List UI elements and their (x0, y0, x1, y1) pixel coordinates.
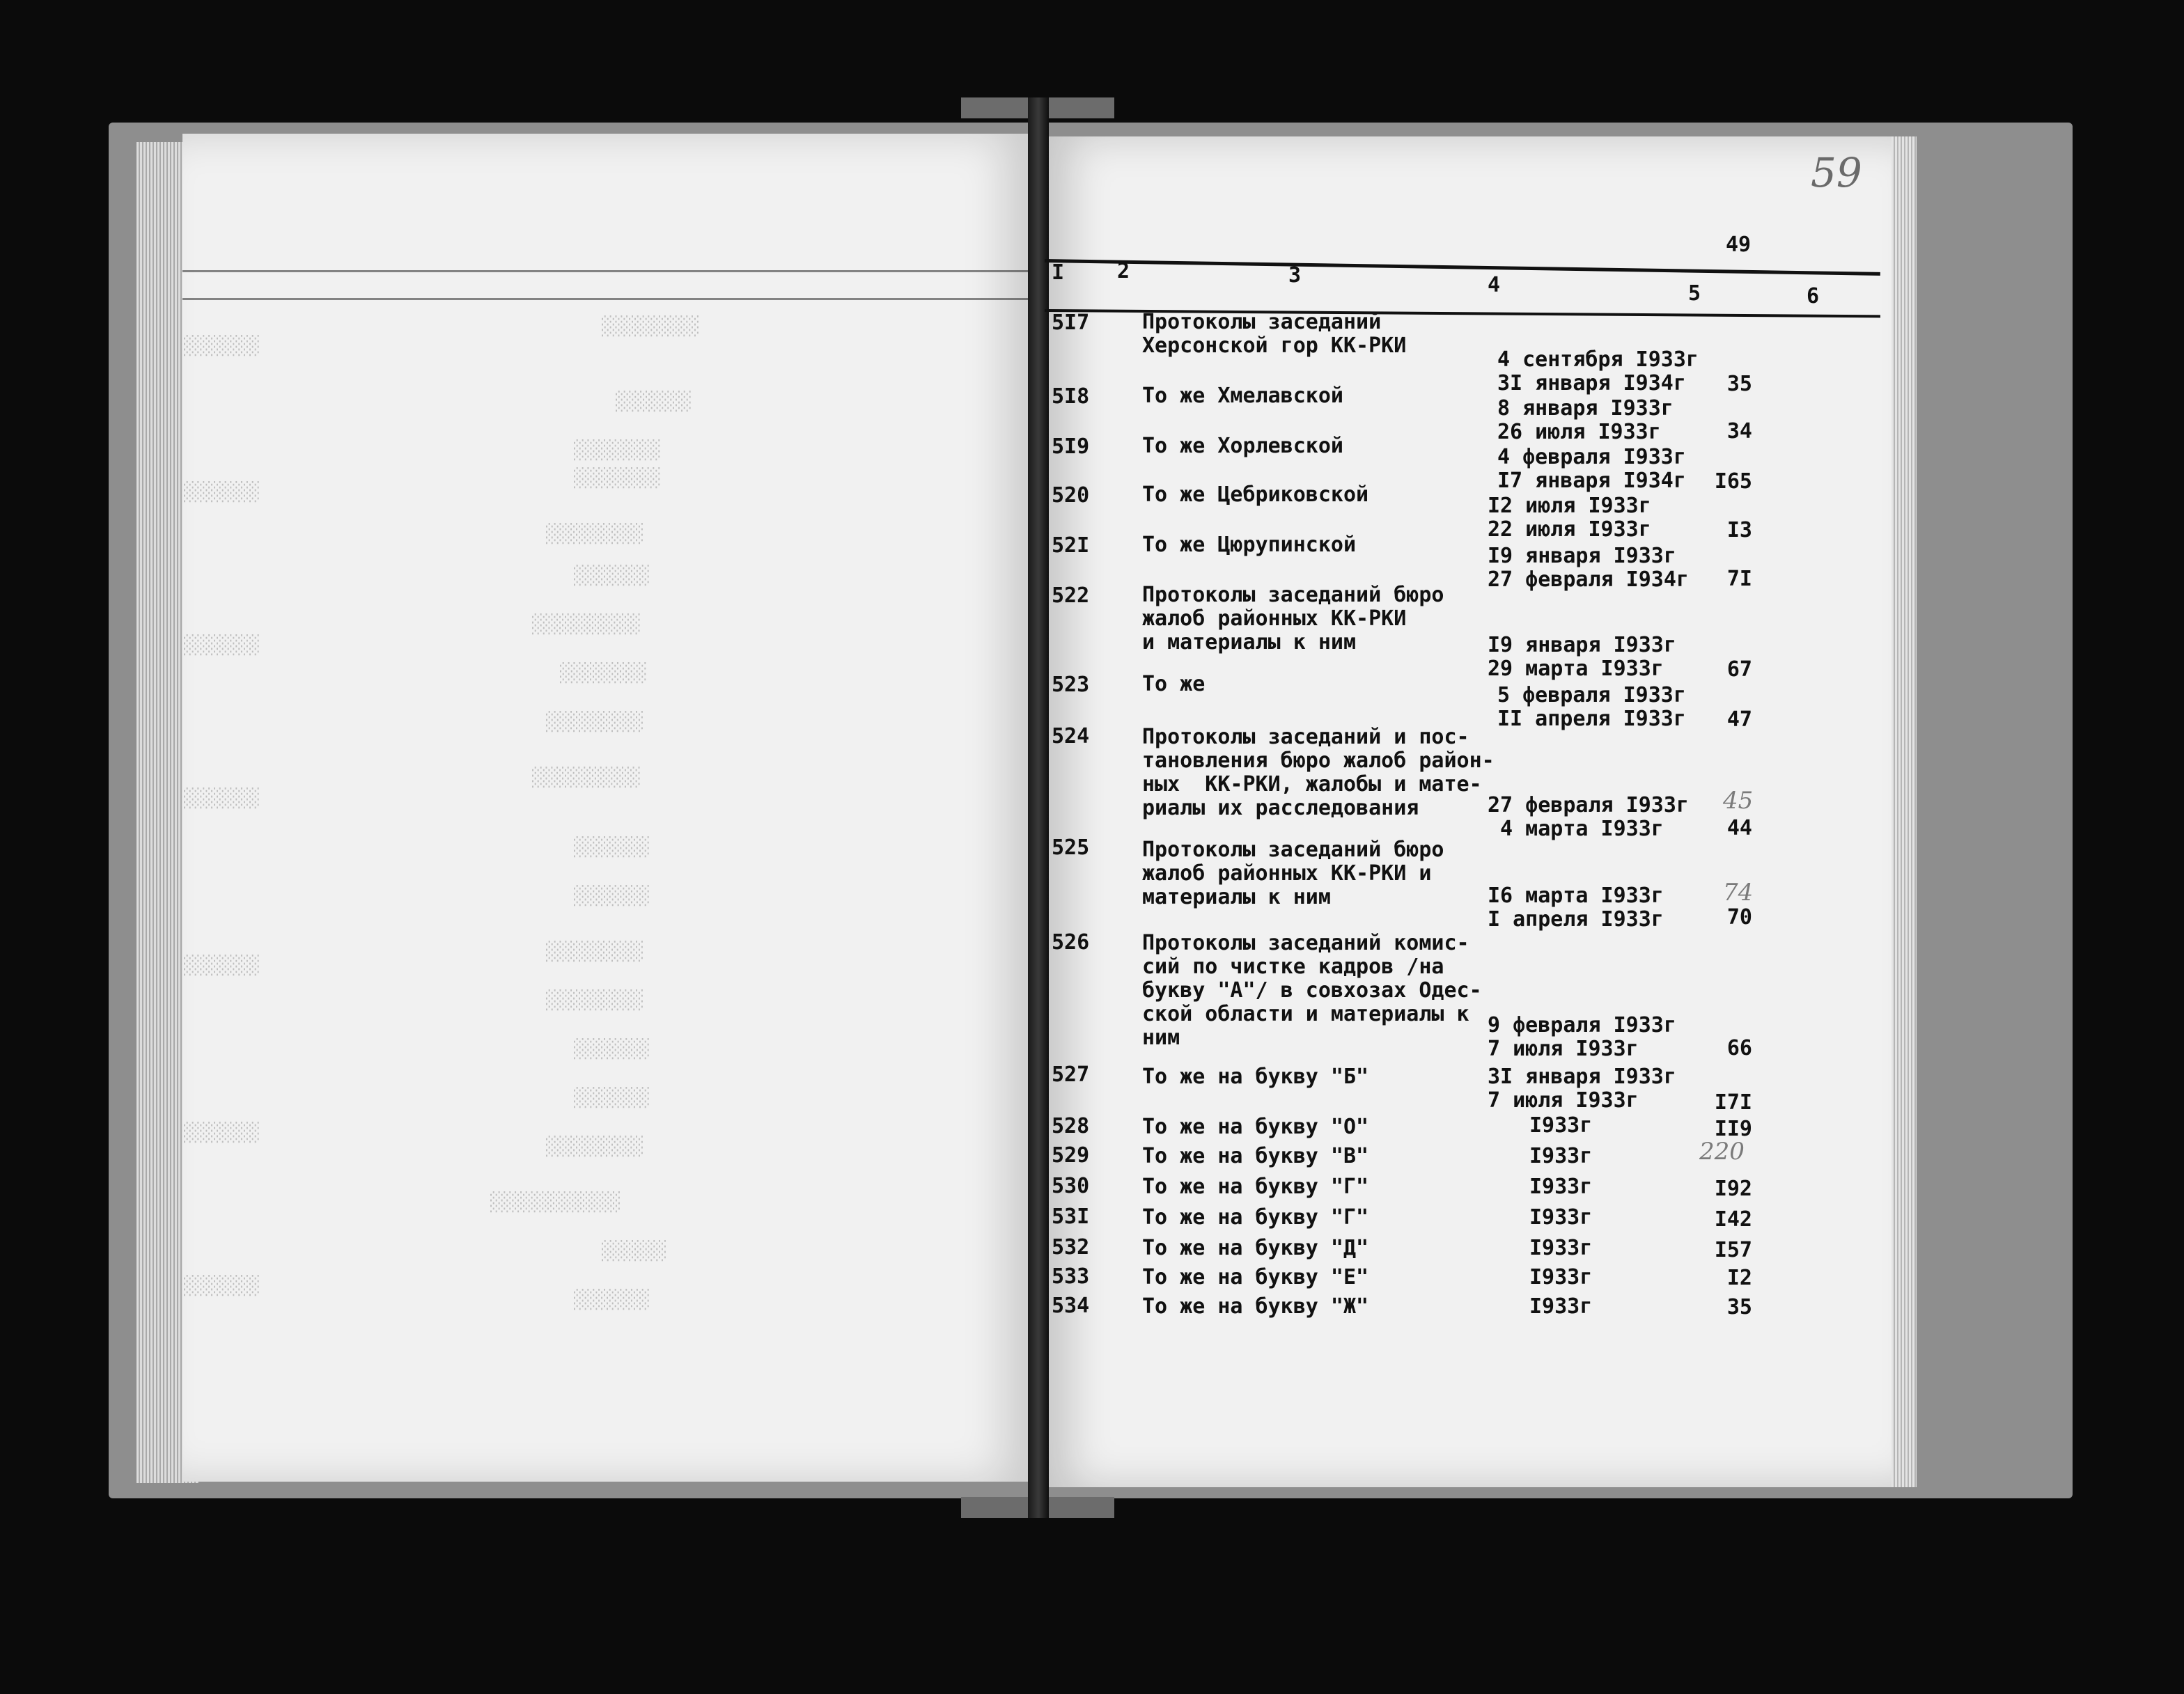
pencil-correction: 220 (1699, 1138, 1745, 1166)
page-number: 49 (1726, 233, 1752, 257)
row-dates: I933г (1529, 1205, 1593, 1230)
row-number: 523 (1052, 673, 1090, 697)
row-number: 522 (1052, 583, 1090, 608)
row-title: Протоколы заседаний бюро жалоб районных КК-РКИ и материалы к ним (1142, 838, 1444, 909)
column-number: 4 (1488, 273, 1501, 297)
row-title: То же (1142, 672, 1206, 696)
row-title: То же на букву "Г" (1142, 1175, 1369, 1199)
column-number: 5 (1688, 281, 1701, 306)
row-dates: I933г (1529, 1236, 1593, 1260)
row-title: Протоколы заседаний комис- сий по чистке кадров /на букву "А"/ в совхозах Одес- ской области и материалы к ним (1142, 931, 1482, 1050)
row-dates: 27 февраля I933г 4 марта I933г (1488, 793, 1689, 841)
row-title: Протоколы заседаний Херсонской гор КК-РКИ (1142, 310, 1407, 358)
pencil-correction: 45 (1723, 787, 1754, 815)
row-dates: I933г (1529, 1144, 1593, 1168)
row-count: 34 (1726, 419, 1752, 444)
row-number: 527 (1052, 1062, 1090, 1087)
row-title: Протоколы заседаний бюро жалоб районных КК-РКИ и материалы к ним (1142, 583, 1444, 654)
row-number: 525 (1052, 836, 1090, 860)
bleed-through-rule (182, 270, 1032, 272)
row-count: 44 (1726, 816, 1752, 840)
row-count: 35 (1726, 372, 1752, 396)
row-count: 35 (1726, 1295, 1752, 1319)
row-dates: 4 февраля I933г I7 января I934г (1497, 445, 1686, 493)
row-number: 524 (1052, 724, 1090, 748)
row-count: I65 (1714, 469, 1752, 494)
row-dates: I933г (1529, 1175, 1593, 1199)
row-title: То же на букву "Е" (1142, 1265, 1369, 1289)
row-number: 53I (1052, 1205, 1090, 1229)
row-number: 52I (1052, 533, 1090, 558)
row-dates: 9 февраля I933г 7 июля I933г (1488, 1013, 1676, 1061)
row-dates: 4 сентября I933г 3I января I934г (1497, 347, 1699, 395)
row-dates: I933г (1529, 1113, 1593, 1138)
column-number: I (1052, 260, 1065, 285)
row-dates: I9 января I933г 27 февраля I934г (1488, 544, 1689, 592)
row-number: 530 (1052, 1174, 1090, 1198)
row-number: 528 (1052, 1114, 1090, 1138)
row-count: I92 (1714, 1177, 1752, 1201)
row-count: I2 (1726, 1266, 1752, 1290)
row-count: 47 (1726, 707, 1752, 732)
row-dates: I6 марта I933г I апреля I933г (1488, 884, 1664, 932)
bleed-through-rule (182, 298, 1032, 300)
row-title: То же на букву "Д" (1142, 1236, 1369, 1260)
row-count: I3 (1726, 518, 1752, 542)
row-count: I42 (1714, 1207, 1752, 1232)
row-number: 520 (1052, 483, 1090, 508)
row-title: То же Цебриковской (1142, 483, 1369, 507)
row-count: I7I (1714, 1090, 1752, 1115)
row-title: То же на букву "Б" (1142, 1065, 1369, 1089)
row-number: 5I7 (1052, 311, 1090, 335)
row-number: 534 (1052, 1294, 1090, 1318)
row-dates: 8 января I933г 26 июля I933г (1497, 396, 1674, 444)
column-number: 3 (1288, 263, 1302, 288)
row-number: 533 (1052, 1264, 1090, 1289)
row-number: 529 (1052, 1143, 1090, 1168)
row-title: То же Хорлевской (1142, 434, 1343, 458)
row-count: 66 (1726, 1036, 1752, 1060)
row-dates: I933г (1529, 1265, 1593, 1289)
column-number: 2 (1117, 259, 1130, 283)
row-dates: I2 июля I933г 22 июля I933г (1488, 494, 1651, 542)
row-title: То же на букву "Г" (1142, 1205, 1369, 1230)
row-dates: I933г (1529, 1294, 1593, 1319)
left-page: ░░░░░░░░░ ░░░░░░░ ░░░░░░░░ ░░░░░░░░ ░░░░░░░░░ ░░░░░░░ ░░░░░░░░░░ ░░░░░░░░ ░░░░░░░░░ ░░░░░░░░░░ ░░░░░░░ ░░░░░░░ ░░░░░░░░░ ░░░░░░░░░ ░░░░░░░ ░░░░░░░ ░░░░░░░░░ ░░░░░░░░░░░░ ░░░░░░ ░░░░░░░ ░░░░░░░ ░░░░░░░ ░░░░░░░ ░░░░░░░ ░░░░░░░ ░░░░░░░ ░░░░░░░ (182, 134, 1032, 1482)
row-title: То же на букву "В" (1142, 1144, 1369, 1168)
row-number: 5I8 (1052, 384, 1090, 409)
row-dates: 3I января I933г 7 июля I933г (1488, 1065, 1676, 1113)
row-count: 70 (1726, 905, 1752, 930)
row-count: 67 (1726, 657, 1752, 682)
row-dates: 5 февраля I933г II апреля I933г (1497, 683, 1686, 731)
row-count: I57 (1714, 1238, 1752, 1262)
handwritten-page-number: 59 (1811, 149, 1862, 196)
row-number: 526 (1052, 930, 1090, 955)
row-number: 532 (1052, 1235, 1090, 1260)
row-title: То же на букву "О" (1142, 1115, 1369, 1139)
page-edges-right (1892, 136, 1917, 1487)
row-title: То же Хмелавской (1142, 384, 1343, 408)
row-title: То же на букву "Ж" (1142, 1294, 1369, 1319)
column-number: 6 (1807, 284, 1820, 308)
row-count: II9 (1714, 1117, 1752, 1141)
row-title: Протоколы заседаний и пос- тановления бюро жалоб район- ных КК-РКИ, жалобы и мате- риалы их расследования (1142, 725, 1495, 820)
row-dates: I9 января I933г 29 марта I933г (1488, 633, 1676, 681)
row-number: 5I9 (1052, 434, 1090, 459)
pencil-correction: 74 (1723, 879, 1754, 907)
row-count: 7I (1726, 567, 1752, 591)
row-title: То же Цюрупинской (1142, 533, 1357, 557)
